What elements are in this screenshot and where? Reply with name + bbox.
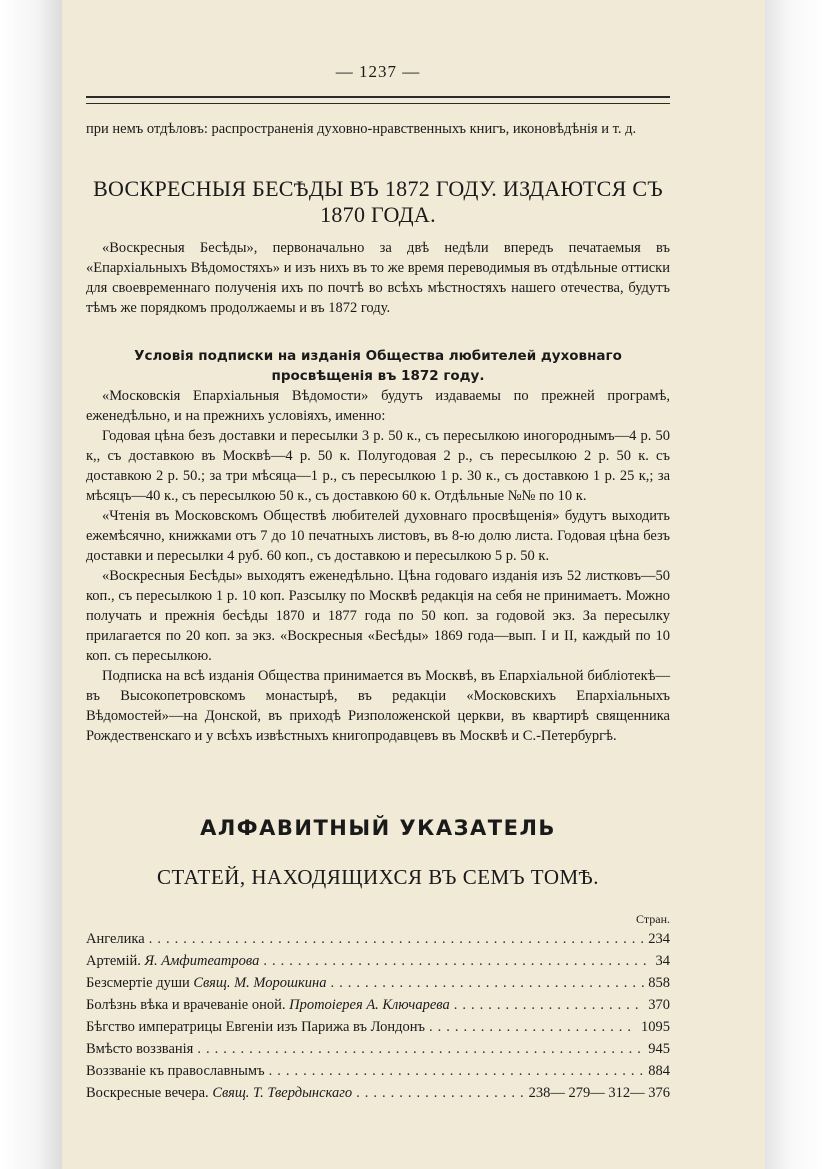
entry-title: Безсмертіе души: [86, 975, 190, 991]
page-number: — 1237 —: [335, 62, 421, 81]
entry-author: Свящ. М. Морошкина: [193, 975, 327, 991]
index-subtitle: СТАТЕЙ, НАХОДЯЩИХСЯ ВЪ СЕМЪ ТОМѢ.: [156, 865, 600, 889]
index-entry: [86, 928, 670, 950]
entry-title: Вмѣсто воззванія: [86, 1041, 194, 1057]
section2-paragraph: Подписка на всѣ изданія Общества принимается въ Москвѣ, въ Епархіальной библіотекѣ—въ Высокопетровскомъ монастырѣ, въ редакціи «Московскихъ Епархіальныхъ Вѣдомостей»—на Донской, въ приходѣ Ризположенской церкви, въ квартирѣ священника Рождественскаго и у всѣхъ извѣстныхъ книгопродавцевъ въ Москвѣ и С.-Петербургѣ.: [86, 668, 670, 744]
leader-dots: [356, 1082, 525, 1104]
intro-text: при немъ отдѣловъ: распространенія духовно-нравственныхъ книгъ, иконовѣдѣнія и т. д.: [86, 121, 637, 137]
index-list: [86, 928, 670, 1104]
section2-paragraph: «Чтенія въ Московскомъ Обществѣ любителей духовнаго просвѣщенія» будутъ выходить ежемѣсячно, книжками отъ 7 до 10 печатныхъ листовъ, въ 8-ю долю листа. Годовая цѣна безъ доставки и пересылки 4 руб. 60 коп., съ доставкою и пересылкою 5 р. 50 к.: [86, 508, 670, 564]
leader-dots: [429, 1016, 637, 1038]
index-entry: [86, 972, 670, 994]
index-entry: [86, 994, 670, 1016]
entry-title: Артемій.: [86, 953, 141, 969]
index-entry: [86, 1060, 670, 1082]
entry-pages: 858: [648, 975, 670, 991]
leader-dots: [263, 950, 651, 972]
index-entry: [86, 1016, 670, 1038]
entry-pages: 1095: [641, 1019, 670, 1035]
index-entry: [86, 950, 670, 972]
entry-pages: 370: [648, 997, 670, 1013]
entry-pages: 34: [655, 953, 670, 969]
leader-dots: [149, 928, 645, 950]
entry-title: Ангелика: [86, 931, 145, 947]
scan-right-margin: [765, 0, 827, 1169]
leader-dots: [197, 1038, 644, 1060]
section2-body: [86, 386, 670, 746]
page-column-header: Стран.: [636, 912, 670, 926]
leader-dots: [454, 994, 645, 1016]
index-entry: [86, 1082, 670, 1104]
entry-author: Протоіерея А. Ключарева: [289, 997, 450, 1013]
section1-paragraph: «Воскресныя Бесѣды», первоначально за двѣ недѣли впередъ печатаемыя въ «Епархіальныхъ Вѣдомостяхъ» и изъ нихъ въ то же время переводимыя въ отдѣльные оттиски для своевременнаго полученія ихъ по почтѣ во всѣхъ мѣстностяхъ нашего отечества, будутъ тѣмъ же порядкомъ продолжаемы и въ 1872 году.: [86, 240, 670, 316]
leader-dots: [269, 1060, 645, 1082]
index-entry: [86, 1038, 670, 1060]
entry-author: Свящ. Т. Твердынскаго: [212, 1085, 353, 1101]
entry-title: Воскресные вечера.: [86, 1085, 209, 1101]
entry-title: Воззваніе къ православнымъ: [86, 1063, 265, 1079]
section2-paragraph: «Московскія Епархіальныя Вѣдомости» будутъ издаваемы по прежней програмѣ, еженедѣльно, и на прежнихъ условіяхъ, именно:: [86, 388, 670, 424]
entry-pages: 234: [648, 931, 670, 947]
entry-author: Я. Амфитеатрова: [144, 953, 260, 969]
section2-paragraph: «Воскресныя Бесѣды» выходятъ еженедѣльно. Цѣна годоваго изданія изъ 52 листковъ—50 коп., съ пересылкою 1 р. 10 коп. Разсылку по Москвѣ редакція на себя не принимаетъ. Можно получать и прежнія бесѣды 1870 и 1877 года по 50 коп. за годовой экз. За пересылку прилагается по 20 коп. за экз. «Воскресныя «Бесѣды» 1869 года—вып. I и II, каждый по 10 коп. съ пересылкою.: [86, 568, 670, 664]
entry-pages: 884: [648, 1063, 670, 1079]
section2-paragraph: Годовая цѣна безъ доставки и пересылки 3 р. 50 к., съ пересылкою иногороднымъ—4 р. 50 к,, съ доставкою въ Москвѣ—4 р. 50 к. Полугодовая 2 р., съ пересылкою 2 р. 50 к. съ доставкою 2 р. 50.; за три мѣсяца—1 р., съ пересылкою 1 р. 30 к., съ доставкою 1 р. 25 к,; за мѣсяцъ—40 к., съ пересылкою 50 к., съ доставкою 60 к. Отдѣльные №№ по 10 к.: [86, 428, 670, 504]
entry-pages: 945: [648, 1041, 670, 1057]
section2-title: Условія подписки на изданія Общества любителей духовнаго просвѣщенія въ 1872 году.: [134, 348, 622, 384]
header-rule: [86, 96, 670, 104]
index-title: АЛФАВИТНЫЙ УКАЗАТЕЛЬ: [200, 816, 556, 840]
entry-title: Болѣзнь вѣка и врачеваніе оной.: [86, 997, 286, 1013]
entry-pages: 238— 279— 312— 376: [528, 1085, 670, 1101]
section1-title: ВОСКРЕСНЫЯ БЕСѢДЫ ВЪ 1872 ГОДУ. ИЗДАЮТСЯ СЪ 1870 ГОДА.: [93, 176, 663, 227]
entry-title: Бѣгство императрицы Евгеніи изъ Парижа въ Лондонъ: [86, 1019, 426, 1035]
scan-left-margin: [0, 0, 62, 1169]
leader-dots: [330, 972, 644, 994]
